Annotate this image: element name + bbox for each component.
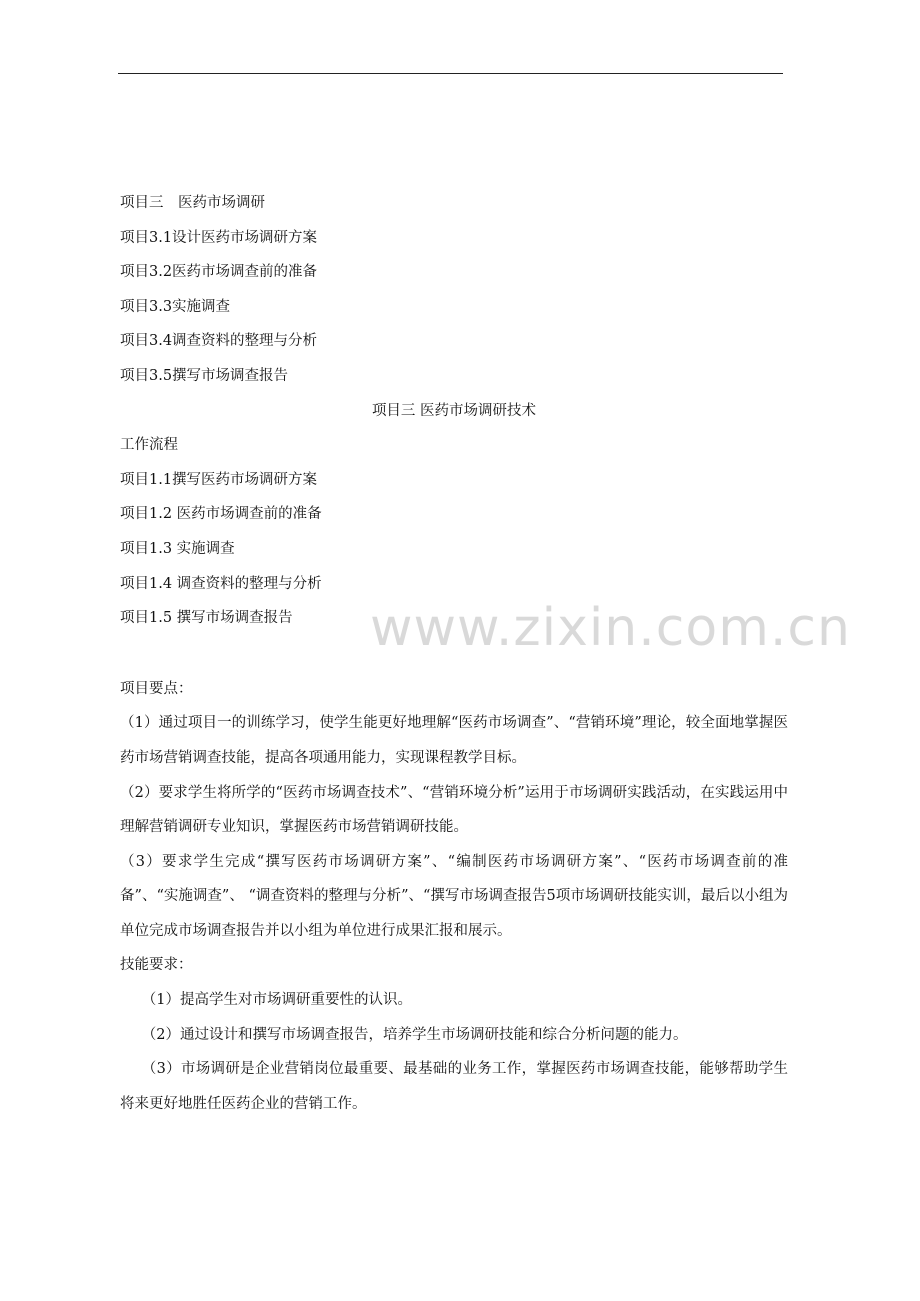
skills-paragraph: （1）提高学生对市场调研重要性的认识。 <box>141 992 412 1009</box>
points-label: 项目要点： <box>120 680 193 697</box>
outline-item: 项目3.2医药市场调查前的准备 <box>120 264 318 281</box>
skills-label: 技能要求： <box>120 957 193 974</box>
outline-item: 项目3.1设计医药市场调研方案 <box>120 229 318 246</box>
workflow-item: 项目1.2 医药市场调查前的准备 <box>120 506 322 523</box>
spacer <box>120 636 788 672</box>
workflow-item: 项目1.1撰写医药市场调研方案 <box>120 471 318 488</box>
workflow-item: 项目1.5 撰写市场调查报告 <box>120 610 293 627</box>
points-paragraph: （3）要求学生完成“撰写医药市场调研方案”、“编制医药市场调研方案”、“医药市场调查前的准备”、“实施调查”、 “调查资料的整理与分析”、“撰写市场调查报告5项市场调研技能实训，最后以小组为单位完成市场调查报告并以小组为单位进行成果汇报和展示。 <box>120 853 788 939</box>
document-body <box>120 186 788 1121</box>
outline-item: 项目3.5撰写市场调查报告 <box>120 367 289 384</box>
outline-item: 项目3.4调查资料的整理与分析 <box>120 333 318 350</box>
outline-item: 项目3.3实施调查 <box>120 298 231 315</box>
watermark: www.zixin.com.cn <box>370 598 851 658</box>
workflow-item: 项目1.3 实施调查 <box>120 540 235 557</box>
points-paragraph: （1）通过项目一的训练学习，使学生能更好地理解“医药市场调查”、“营销环境”理论，较全面地掌握医药市场营销调查技能，提高各项通用能力，实现课程教学目标。 <box>120 715 788 766</box>
workflow-item: 项目1.4 调查资料的整理与分析 <box>120 575 322 592</box>
header-rule <box>118 73 783 74</box>
points-paragraph: （2）要求学生将所学的“医药市场调查技术”、“营销环境分析”运用于市场调研实践活动，在实践运用中理解营销调研专业知识，掌握医药市场营销调研技能。 <box>120 784 788 836</box>
outline-heading: 项目三 医药市场调研 <box>120 195 265 211</box>
section-title: 项目三 医药市场调研技术 <box>371 402 537 419</box>
skills-paragraph: （2）通过设计和撰写市场调查报告，培养学生市场调研技能和综合分析问题的能力。 <box>141 1026 688 1043</box>
skills-paragraph: （3）市场调研是企业营销岗位最重要、最基础的业务工作，掌握医药市场调查技能，能够帮助学生将来更好地胜任医药企业的营销工作。 <box>120 1061 788 1112</box>
workflow-label: 工作流程 <box>120 437 178 454</box>
